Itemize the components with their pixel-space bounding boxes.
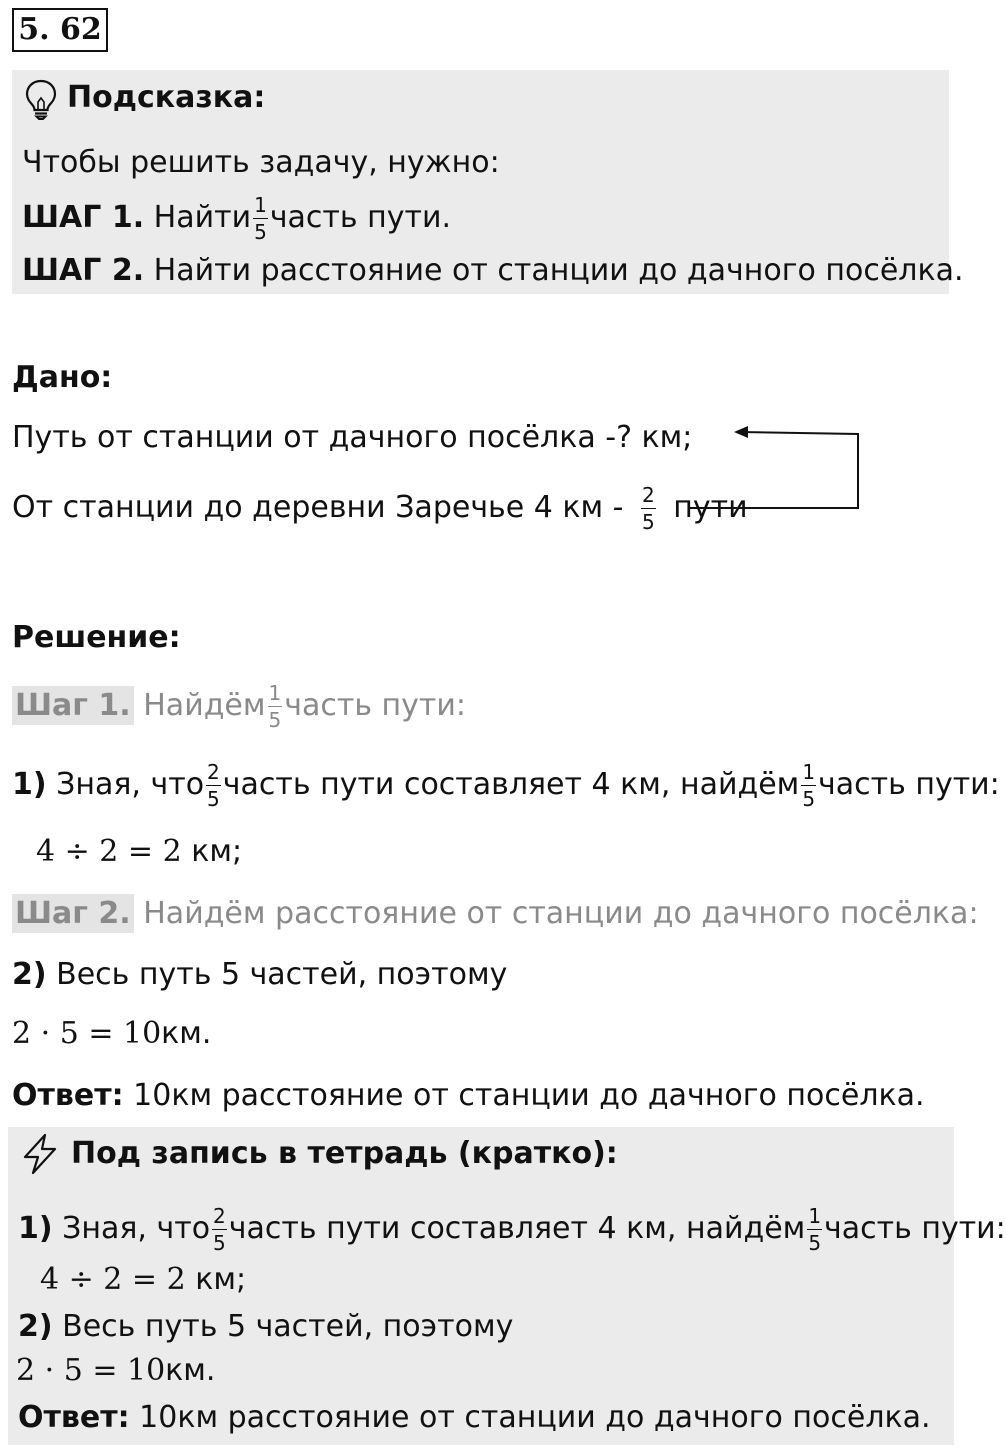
equation-unit: км; bbox=[195, 1262, 247, 1297]
fraction: $\frac{1}{5}$ bbox=[268, 681, 282, 732]
lightbulb-icon bbox=[22, 78, 60, 128]
answer-label: Ответ: bbox=[12, 1078, 124, 1113]
hint-title: Подсказка: bbox=[67, 80, 266, 115]
notes-answer-label: Ответ: bbox=[18, 1400, 130, 1435]
notes-answer-text: 10км расстояние от станции до дачного посёлка. bbox=[139, 1400, 931, 1435]
notes-point1-text-mid: часть пути составляет 4 км, найдём bbox=[228, 1211, 806, 1246]
solution-point1 bbox=[12, 755, 1000, 815]
fraction: $\frac{1}{5}$ bbox=[808, 1204, 822, 1255]
step1-text: Найдём bbox=[143, 688, 266, 723]
fraction: $\frac{2}{5}$ bbox=[642, 483, 655, 534]
point2-equation bbox=[12, 1016, 211, 1051]
hint-step2-label: ШАГ 2. bbox=[22, 253, 145, 288]
notes-point1 bbox=[18, 1199, 1006, 1259]
notes-point1-label: 1) bbox=[18, 1211, 53, 1246]
point1-text-end: часть пути: bbox=[818, 767, 1000, 802]
solution-point2 bbox=[12, 957, 507, 992]
hint-step1-text-end: часть пути. bbox=[269, 200, 451, 235]
notes-answer bbox=[18, 1400, 931, 1435]
fraction: $\frac{2}{5}$ bbox=[207, 760, 220, 811]
notes-point1-equation bbox=[40, 1262, 246, 1297]
equation-math: 2 · 5 = 10 bbox=[16, 1353, 166, 1388]
hint-step2-text: Найти расстояние от станции до дачного посёлка. bbox=[153, 253, 964, 288]
notes-title: Под запись в тетрадь (кратко): bbox=[71, 1136, 618, 1171]
equation-unit: км. bbox=[165, 1353, 216, 1388]
answer bbox=[12, 1078, 925, 1113]
given-title: Дано: bbox=[12, 360, 113, 395]
fraction: $\frac{2}{5}$ bbox=[213, 1204, 226, 1255]
notes-point2-equation bbox=[16, 1353, 215, 1388]
fraction: $\frac{1}{5}$ bbox=[254, 193, 267, 244]
equation-math: 2 · 5 = 10 bbox=[12, 1016, 162, 1051]
notes-point2-label: 2) bbox=[18, 1309, 53, 1344]
fraction: $\frac{1}{5}$ bbox=[802, 760, 816, 811]
point1-text-mid: часть пути составляет 4 км, найдём bbox=[222, 767, 800, 802]
notes-point2 bbox=[18, 1309, 513, 1344]
step2-text: Найдём расстояние от станции до дачного посёлка: bbox=[143, 896, 979, 931]
given-line1: Путь от станции от дачного посёлка -? км; bbox=[12, 420, 693, 455]
notes-point1-text: Зная, что bbox=[62, 1211, 211, 1246]
point1-equation bbox=[36, 834, 242, 869]
lightning-icon bbox=[18, 1132, 62, 1184]
given-line2-text-end: пути bbox=[673, 490, 748, 525]
notes-point1-text-end: часть пути: bbox=[824, 1211, 1006, 1246]
notes-point2-text: Весь путь 5 частей, поэтому bbox=[62, 1309, 514, 1344]
equation-unit: км; bbox=[191, 834, 243, 869]
point2-label: 2) bbox=[12, 957, 47, 992]
given-line2 bbox=[12, 478, 748, 538]
step2-label: Шаг 2. bbox=[12, 894, 134, 933]
answer-text: 10км расстояние от станции до дачного посёлка. bbox=[133, 1078, 925, 1113]
hint-step2 bbox=[22, 253, 964, 288]
point1-label: 1) bbox=[12, 767, 47, 802]
equation-math: 4 ÷ 2 = 2 bbox=[36, 834, 182, 869]
equation-math: 4 ÷ 2 = 2 bbox=[40, 1262, 186, 1297]
given-line2-text: От станции до деревни Заречье 4 км - bbox=[12, 490, 624, 525]
solution-title: Решение: bbox=[12, 620, 181, 655]
point1-text: Зная, что bbox=[56, 767, 205, 802]
hint-step1-text: Найти bbox=[153, 200, 252, 235]
hint-step1 bbox=[22, 191, 451, 245]
hint-intro: Чтобы решить задачу, нужно: bbox=[22, 145, 500, 180]
solution-step2 bbox=[12, 896, 979, 931]
step1-text-end: часть пути: bbox=[284, 688, 467, 723]
solution-step1 bbox=[12, 676, 466, 736]
connector-arrow bbox=[690, 420, 870, 520]
point2-text: Весь путь 5 частей, поэтому bbox=[56, 957, 508, 992]
equation-unit: км. bbox=[161, 1016, 212, 1051]
task-number: 5. 62 bbox=[12, 8, 108, 52]
hint-step1-label: ШАГ 1. bbox=[22, 200, 145, 235]
step1-label: Шаг 1. bbox=[12, 686, 134, 725]
